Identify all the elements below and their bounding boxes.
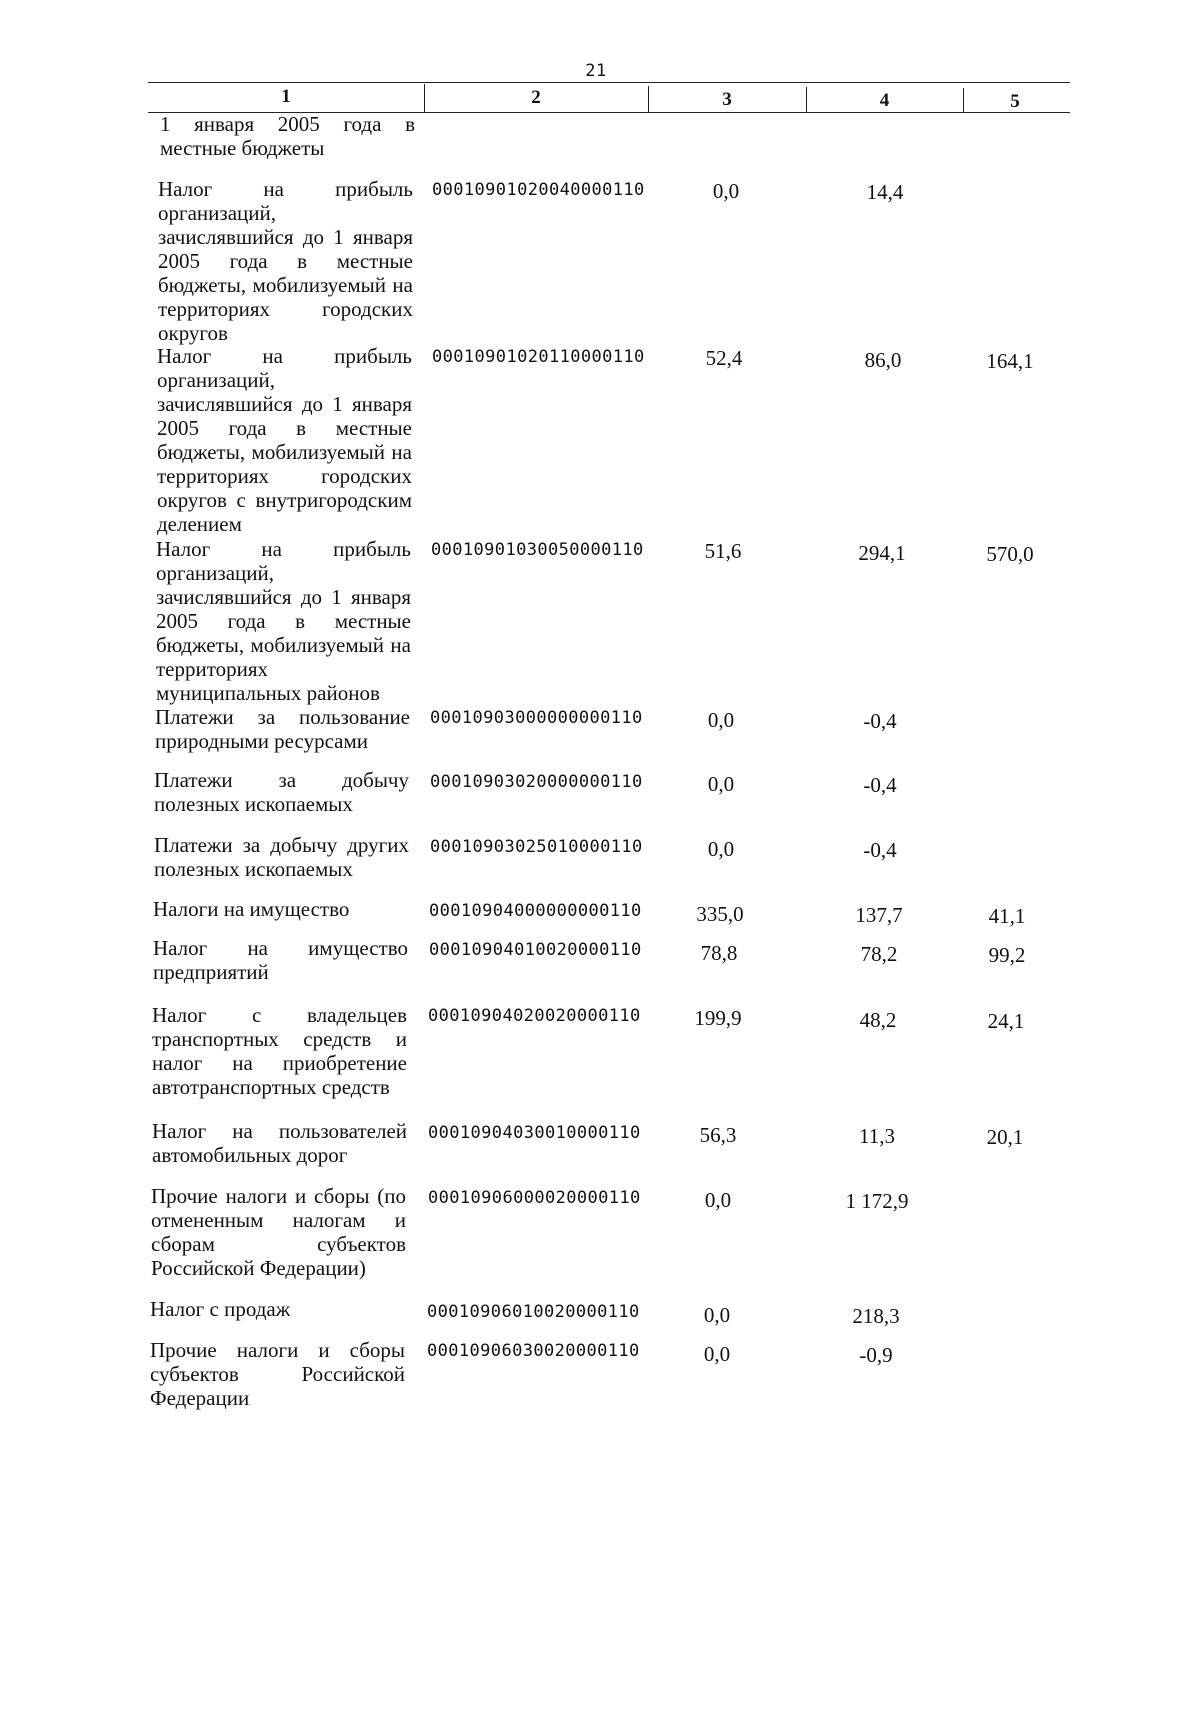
- row-code: 00010906000020000110: [428, 1188, 641, 1208]
- column-header-5: 5: [1010, 91, 1020, 112]
- row-code: 00010903025010000110: [430, 837, 643, 857]
- row-name: Налог на прибыль организаций, зачислявшийся до 1 января 2005 года в местные бюджеты, мобилизуемый на территориях городских округов: [158, 177, 413, 345]
- row-value-col3: 78,8: [700, 941, 738, 965]
- row-code: 00010904020020000110: [428, 1006, 641, 1026]
- row-code: 00010906010020000110: [427, 1302, 640, 1322]
- row-value-col4: 86,0: [864, 348, 902, 372]
- row-name: Платежи за добычу других полезных ископаемых: [154, 833, 409, 881]
- row-value-col3: 0,0: [707, 837, 735, 861]
- row-value-col4: 14,4: [866, 180, 904, 204]
- row-value-col4: 1 172,9: [845, 1189, 909, 1213]
- row-value-col4: -0,4: [863, 709, 897, 733]
- row-value-col3: 0,0: [712, 179, 740, 203]
- header-top-rule: [148, 82, 1070, 83]
- column-header-4: 4: [879, 90, 890, 111]
- row-name: Налог с продаж: [150, 1297, 291, 1321]
- row-name: Налог с владельцев транспортных средств и налог на приобретение автотранспортных средств: [152, 1003, 407, 1099]
- header-divider-4: [963, 88, 964, 112]
- row-code: 00010901020040000110: [432, 180, 645, 200]
- row-value-col5: 20,1: [986, 1125, 1024, 1149]
- row-code: 00010901020110000110: [432, 347, 645, 367]
- header-divider-1: [424, 84, 425, 112]
- row-code: 00010903020000000110: [430, 772, 643, 792]
- row-name: Платежи за пользование природными ресурсами: [155, 705, 410, 753]
- column-header-1: 1: [281, 86, 291, 107]
- row-value-col4: 294,1: [858, 541, 906, 565]
- row-value-col5: 41,1: [988, 904, 1026, 928]
- row-value-col5: 99,2: [988, 943, 1026, 967]
- row-value-col4: 137,7: [855, 903, 903, 927]
- row-code: 00010904010020000110: [429, 940, 642, 960]
- header-divider-2: [648, 86, 649, 112]
- page-number: 21: [585, 61, 607, 81]
- row-value-col3: 0,0: [703, 1303, 731, 1327]
- row-code: 00010906030020000110: [427, 1341, 640, 1361]
- row-value-col3: 199,9: [694, 1006, 742, 1030]
- column-header-2: 2: [531, 87, 541, 108]
- row-value-col5: 164,1: [986, 349, 1034, 373]
- row-value-col4: 48,2: [859, 1008, 897, 1032]
- row-value-col4: 218,3: [852, 1304, 900, 1328]
- row-name: 1 января 2005 года в местные бюджеты: [160, 112, 415, 160]
- row-value-col3: 0,0: [703, 1342, 731, 1366]
- row-name: Налог на имущество предприятий: [153, 936, 408, 984]
- row-code: 00010904000000000110: [429, 901, 642, 921]
- row-value-col3: 0,0: [707, 708, 735, 732]
- row-value-col4: -0,9: [859, 1343, 893, 1367]
- header-divider-3: [806, 87, 807, 112]
- column-header-3: 3: [722, 89, 732, 110]
- row-name: Прочие налоги и сборы (по отмененным налогам и сборам субъектов Российской Федерации): [151, 1184, 406, 1280]
- row-value-col4: -0,4: [863, 773, 897, 797]
- row-value-col4: -0,4: [863, 838, 897, 862]
- row-code: 00010904030010000110: [428, 1123, 641, 1143]
- row-value-col3: 51,6: [704, 539, 742, 563]
- row-name: Налог на прибыль организаций, зачислявшийся до 1 января 2005 года в местные бюджеты, мобилизуемый на территориях муниципальных районов: [156, 537, 411, 705]
- row-value-col3: 56,3: [699, 1123, 737, 1147]
- row-name: Платежи за добычу полезных ископаемых: [154, 768, 409, 816]
- row-code: 00010903000000000110: [430, 708, 643, 728]
- row-value-col3: 0,0: [704, 1188, 732, 1212]
- row-code: 00010901030050000110: [431, 540, 644, 560]
- row-name: Налог на прибыль организаций, зачислявшийся до 1 января 2005 года в местные бюджеты, мобилизуемый на территориях городских округов с внутригородским делением: [157, 344, 412, 536]
- row-name: Налог на пользователей автомобильных дорог: [152, 1119, 407, 1167]
- row-name: Прочие налоги и сборы субъектов Российской Федерации: [150, 1338, 405, 1410]
- row-value-col5: 24,1: [987, 1009, 1025, 1033]
- row-value-col4: 78,2: [860, 942, 898, 966]
- row-value-col3: 0,0: [707, 772, 735, 796]
- row-value-col5: 570,0: [986, 542, 1034, 566]
- row-value-col4: 11,3: [859, 1124, 895, 1148]
- row-value-col3: 335,0: [696, 902, 744, 926]
- row-name: Налоги на имущество: [153, 897, 350, 921]
- row-value-col3: 52,4: [705, 346, 743, 370]
